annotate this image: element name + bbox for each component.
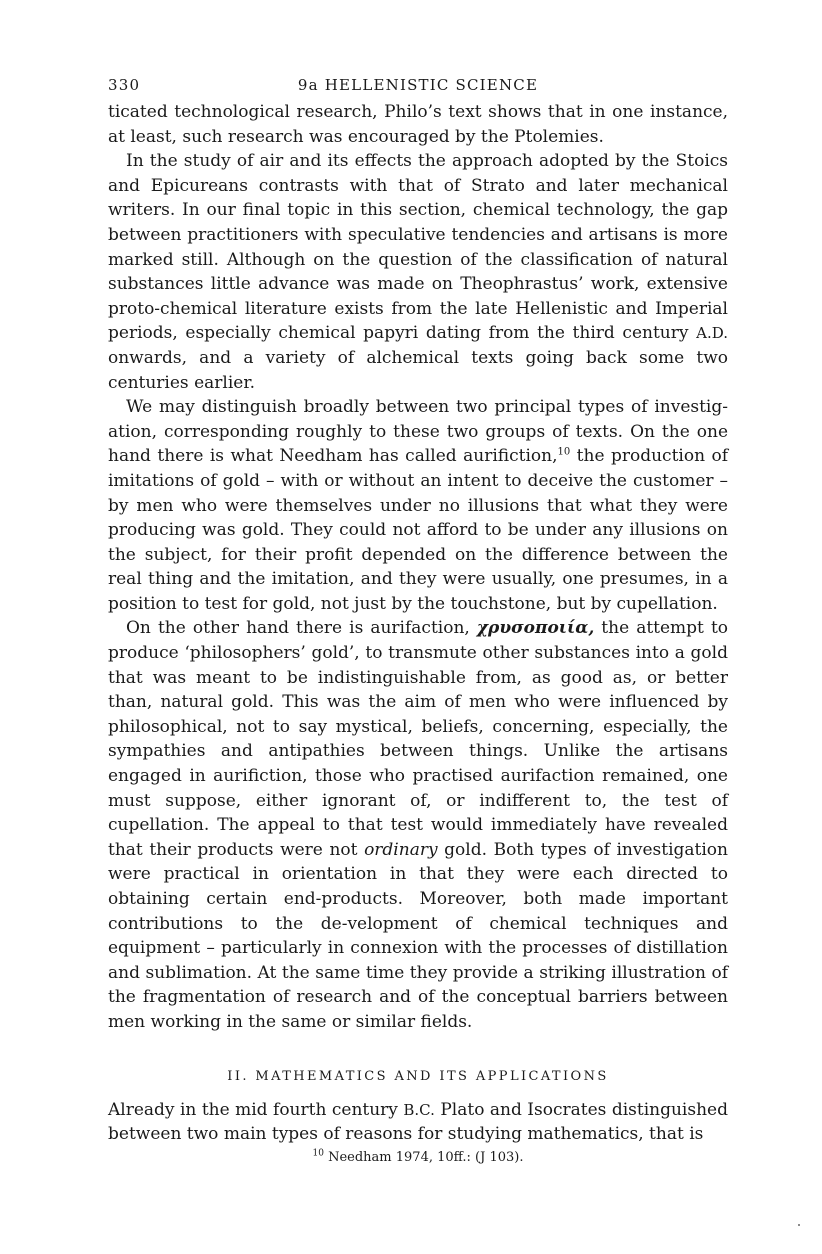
paragraph-3-text-a: We may distinguish broadly between two principal types of investig-ation, corresponding roughly to these two groups of texts. On the one hand there is what Needham has called aurifiction,	[108, 397, 728, 467]
paragraph-4-text-b: the attempt to produce ‘philosophers’ gold’, to transmute other substances into a gold that was meant to be indistinguishable from, as good as, or better than, natural gold. This was the aim of men who were influenced by philosophical, not to say mystical, beliefs, concerning, especially, the sympathies and antipathies between things. Unlike the artisans engaged in aurifiction, those who practised aurifaction remained, one must suppose, either ignorant of, or indifferent to, the test of cupellation. The appeal to that test would immediately have revealed that their products were not	[108, 618, 729, 860]
paragraph-2-text-a: In the study of air and its effects the approach adopted by the Stoics and Epicureans contrasts with that of Strato and later mechanical writers. In our final topic in this section, chemical technology, the gap between practitioners with speculative tendencies and artisans is more marked still. Although on the question of the classification of natural substances little advance was made on Theophrastus’ work, extensive proto-chemical literature exists from the late Hellenistic and Imperial periods, especially chemical papyri dating from the third century	[108, 151, 728, 344]
paragraph-4-text-c: gold. Both types of investigation were practical in orientation in that they were each directed to obtaining certain end-products. Moreover, both made important contributions to the de-velopment of chemical techniques and equipment – particularly in connexion with the processes of distillation and sublimation. At the same time they provide a striking illustration of the fragmentation of research and of the conceptual barriers between men working in the same or similar fields.	[108, 839, 728, 1032]
footnote-number: 10	[312, 1148, 324, 1159]
paragraph-2	[108, 149, 728, 395]
section-heading: II. MATHEMATICS AND ITS APPLICATIONS	[227, 1068, 609, 1084]
body-text	[108, 100, 728, 1147]
paragraph-1-text: ticated technological research, Philo’s text shows that in one instance, at least, such research was encouraged by the Ptolemies.	[108, 102, 728, 147]
document-page	[108, 76, 728, 1167]
era-abbrev-bc: B.C.	[403, 1100, 435, 1119]
greek-term: χρυσοποιία,	[476, 618, 595, 639]
running-head-title: 9a HELLENISTIC SCIENCE	[297, 76, 539, 94]
paragraph-2-text-b: onwards, and a variety of alchemical texts going back some two centuries earlier.	[108, 347, 728, 393]
section-paragraph	[108, 1098, 728, 1147]
page-number: 330	[108, 76, 141, 94]
era-abbrev-ad: A.D.	[696, 324, 728, 343]
paragraph-4	[108, 616, 728, 1034]
running-head	[108, 76, 728, 100]
paragraph-3	[108, 395, 728, 616]
section-paragraph-text-a: Already in the mid fourth century	[108, 1099, 404, 1120]
footnote	[108, 1149, 728, 1167]
paragraph-3-text-b: the production of imitations of gold – with or without an intent to deceive the customer – by men who were themselves under no illusions that what they were producing was gold. They could not afford to be under any illusions on the subject, for their profit depended on the difference between the real thing and the imitation, and they were usually, one presumes, in a position to test for gold, not just by the touchstone, but by cupellation.	[108, 446, 728, 614]
footnote-text: Needham 1974, 10ff.: (J 103).	[323, 1149, 524, 1165]
paragraph-1	[108, 100, 728, 149]
scan-speck	[798, 1224, 800, 1226]
emphasis-ordinary: ordinary	[364, 839, 438, 860]
section-paragraph-text-b: Plato and Isocrates distinguished between two main types of reasons for studying mathematics, that is	[108, 1099, 728, 1145]
footnote-ref: 10	[557, 446, 571, 458]
paragraph-4-text-a: On the other hand there is aurifaction,	[126, 618, 477, 639]
